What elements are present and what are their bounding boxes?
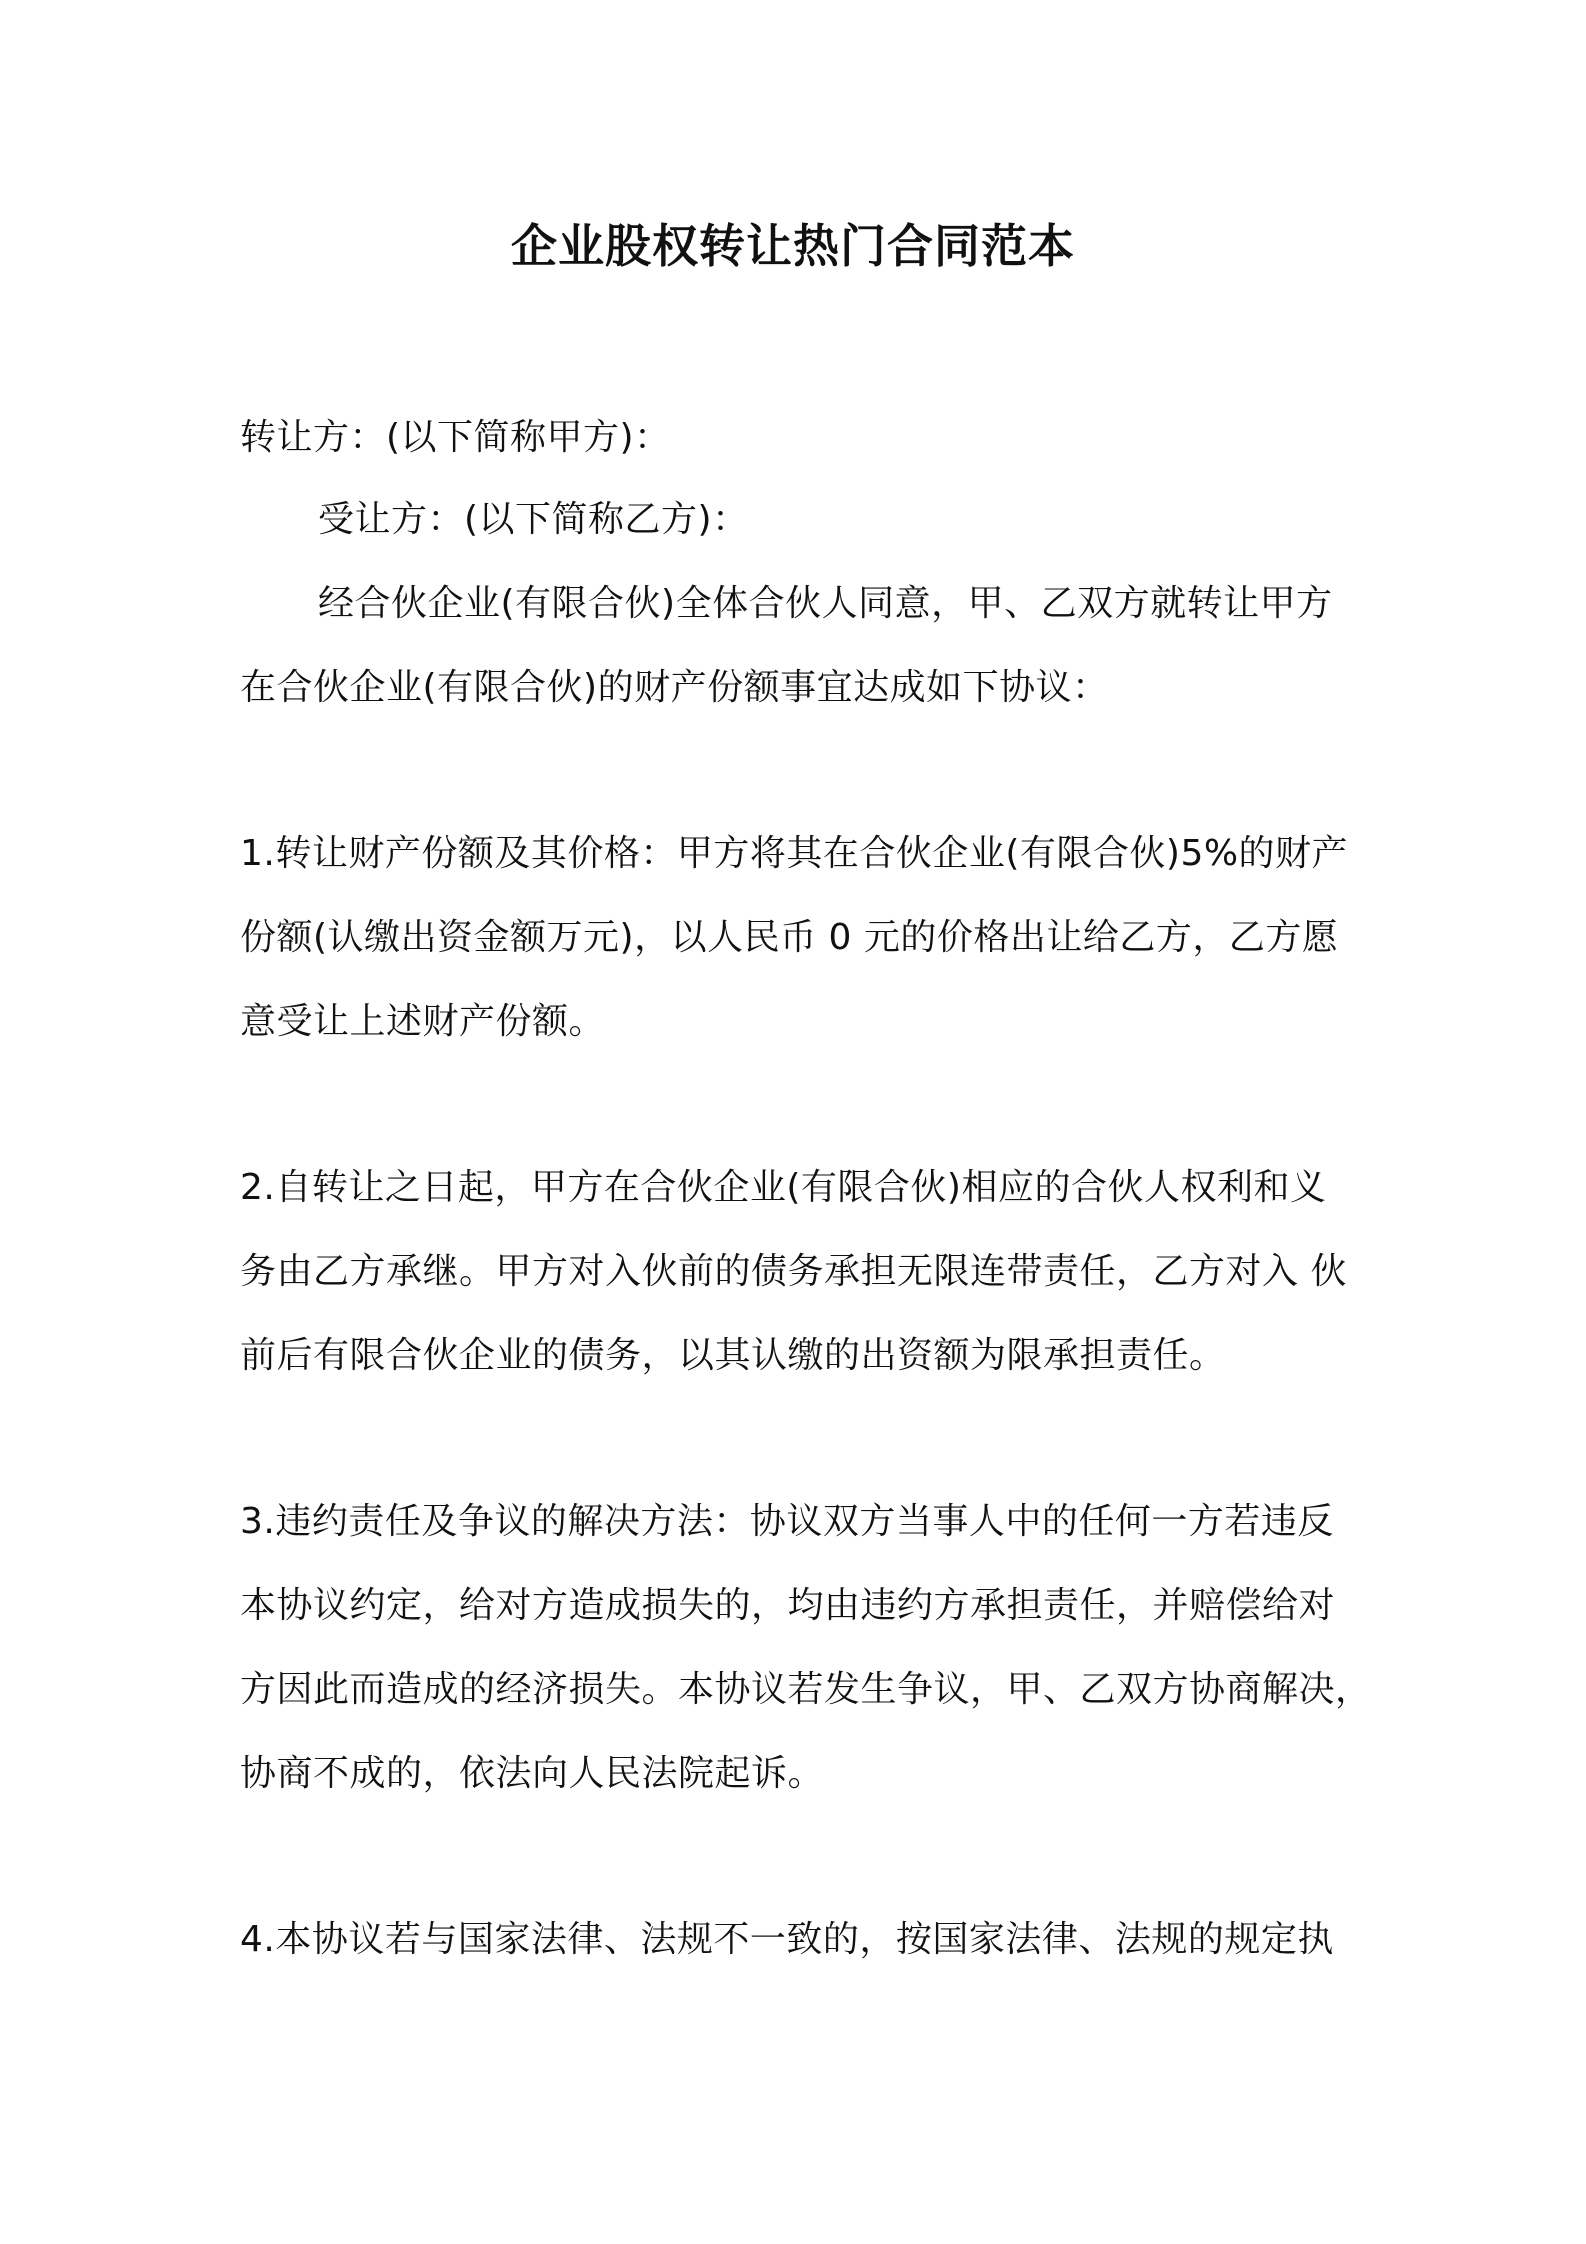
preamble-line-1: 经合伙企业(有限合伙)全体合伙人同意，甲、乙双方就转让甲方 bbox=[318, 583, 1333, 624]
clause-1-line-1: 1.转让财产份额及其价格：甲方将其在合伙企业(有限合伙)5%的财产 bbox=[240, 833, 1349, 874]
transferor-line: 转让方：(以下简称甲方)： bbox=[240, 417, 671, 458]
clause-3-line-2: 本协议约定，给对方造成损失的，均由违约方承担责任，并赔偿给对 bbox=[240, 1585, 1336, 1626]
clause-1-line-3: 意受让上述财产份额。 bbox=[240, 1001, 606, 1042]
clause-1-line-2: 份额(认缴出资金额万元)，以人民币 0 元的价格出让给乙方，乙方愿 bbox=[240, 917, 1339, 958]
clause-3-line-4: 协商不成的，依法向人民法院起诉。 bbox=[240, 1753, 825, 1794]
clause-3-line-1: 3.违约责任及争议的解决方法：协议双方当事人中的任何一方若违反 bbox=[240, 1501, 1334, 1542]
clause-3-line-3: 方因此而造成的经济损失。本协议若发生争议，甲、乙双方协商解决， bbox=[240, 1669, 1372, 1710]
document-title: 企业股权转让热门合同范本 bbox=[511, 219, 1075, 273]
clause-2-line-2: 务由乙方承继。甲方对入伙前的债务承担无限连带责任，乙方对入 伙 bbox=[240, 1251, 1347, 1292]
clause-2-line-1: 2.自转让之日起，甲方在合伙企业(有限合伙)相应的合伙人权利和义 bbox=[240, 1167, 1327, 1208]
clause-4-line-1: 4.本协议若与国家法律、法规不一致的，按国家法律、法规的规定执 bbox=[240, 1919, 1334, 1960]
clause-2-line-3: 前后有限合伙企业的债务，以其认缴的出资额为限承担责任。 bbox=[240, 1335, 1226, 1376]
preamble-line-2: 在合伙企业(有限合伙)的财产份额事宜达成如下协议： bbox=[240, 667, 1109, 708]
transferee-line: 受让方：(以下简称乙方)： bbox=[318, 499, 749, 540]
